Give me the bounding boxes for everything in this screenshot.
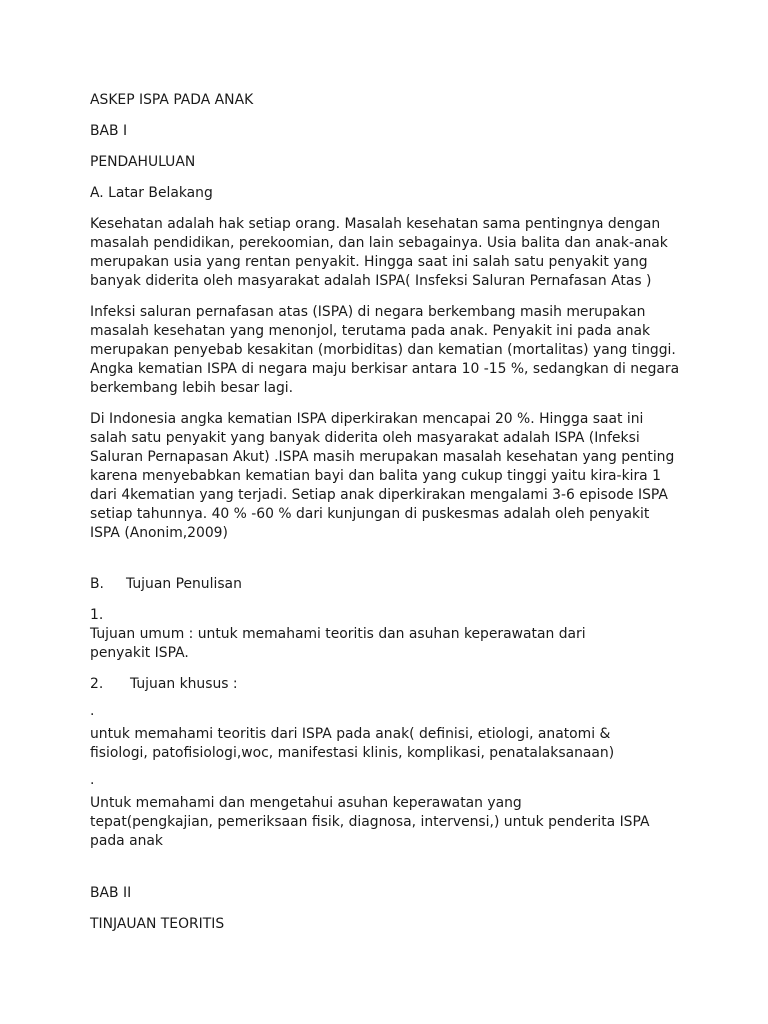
list-text: Tujuan umum : untuk memahami teoritis dan asuhan keperawatan dari — [90, 626, 586, 642]
section-text: Tujuan Penulisan — [126, 576, 242, 592]
section-heading: A. Latar Belakang — [90, 185, 213, 201]
list-number: 2. — [90, 676, 104, 692]
bullet-item — [90, 706, 690, 763]
list-item-line — [90, 606, 690, 644]
paragraph-line: ISPA (Anonim,2009) — [90, 525, 228, 541]
paragraph-line: banyak diderita oleh masyarakat adalah ISPA( Insfeksi Saluran Pernafasan Atas ) — [90, 273, 652, 289]
bullet-text: untuk memahami teoritis dari ISPA pada anak( definisi, etiologi, anatomi & — [90, 726, 611, 742]
paragraph-line: karena menyebabkan kematian bayi dan balita yang cukup tinggi yaitu kira-kira 1 — [90, 468, 661, 484]
list-item-line: penyakit ISPA. — [90, 645, 189, 661]
bullet-icon: · — [90, 776, 95, 792]
section-heading — [90, 575, 690, 594]
paragraph — [90, 410, 690, 543]
paragraph-line: salah satu penyakit yang banyak diderita oleh masyarakat adalah ISPA (Infeksi — [90, 430, 640, 446]
paragraph — [90, 303, 690, 398]
paragraph-line: Angka kematian ISPA di negara maju berkisar antara 10 -15 %, sedangkan di negara — [90, 361, 680, 377]
chapter-heading: BAB I — [90, 123, 128, 139]
document-title: ASKEP ISPA PADA ANAK — [90, 92, 254, 108]
paragraph-line: merupakan usia yang rentan penyakit. Hingga saat ini salah satu penyakit yang — [90, 254, 648, 270]
paragraph-line: Infeksi saluran pernafasan atas (ISPA) di negara berkembang masih merupakan — [90, 304, 646, 320]
bullet-line — [90, 775, 690, 813]
paragraph — [90, 215, 690, 291]
bullet-icon: · — [90, 707, 95, 723]
list-item — [90, 675, 690, 694]
list-item — [90, 606, 690, 663]
chapter-title: PENDAHULUAN — [90, 154, 196, 170]
document-body — [90, 91, 690, 946]
section-label: B. — [90, 576, 104, 592]
paragraph-line: masalah pendidikan, perekoomian, dan lain sebagainya. Usia balita dan anak-anak — [90, 235, 668, 251]
list-text: Tujuan khusus : — [130, 676, 238, 692]
bullet-item — [90, 775, 690, 851]
bullet-line: tepat(pengkajian, pemeriksaan fisik, diagnosa, intervensi,) untuk penderita ISPA — [90, 814, 650, 830]
bullet-line: fisiologi, patofisiologi,woc, manifestasi klinis, komplikasi, penatalaksanaan) — [90, 745, 615, 761]
paragraph-line: Saluran Pernapasan Akut) .ISPA masih merupakan masalah kesehatan yang penting — [90, 449, 675, 465]
paragraph-line: setiap tahunnya. 40 % -60 % dari kunjungan di puskesmas adalah oleh penyakit — [90, 506, 650, 522]
paragraph-line: dari 4kematian yang terjadi. Setiap anak diperkirakan mengalami 3-6 episode ISPA — [90, 487, 668, 503]
chapter-title: TINJAUAN TEORITIS — [90, 916, 225, 932]
bullet-line: pada anak — [90, 833, 163, 849]
paragraph-line: merupakan penyebab kesakitan (morbiditas) dan kematian (mortalitas) yang tinggi. — [90, 342, 676, 358]
paragraph-line: masalah kesehatan yang menonjol, terutama pada anak. Penyakit ini pada anak — [90, 323, 651, 339]
bullet-line — [90, 706, 690, 744]
bullet-text: Untuk memahami dan mengetahui asuhan keperawatan yang — [90, 795, 522, 811]
chapter-heading: BAB II — [90, 885, 132, 901]
paragraph-line: Kesehatan adalah hak setiap orang. Masalah kesehatan sama pentingnya dengan — [90, 216, 661, 232]
paragraph-line: berkembang lebih besar lagi. — [90, 380, 294, 396]
list-number: 1. — [90, 607, 104, 623]
paragraph-line: Di Indonesia angka kematian ISPA diperkirakan mencapai 20 %. Hingga saat ini — [90, 411, 644, 427]
